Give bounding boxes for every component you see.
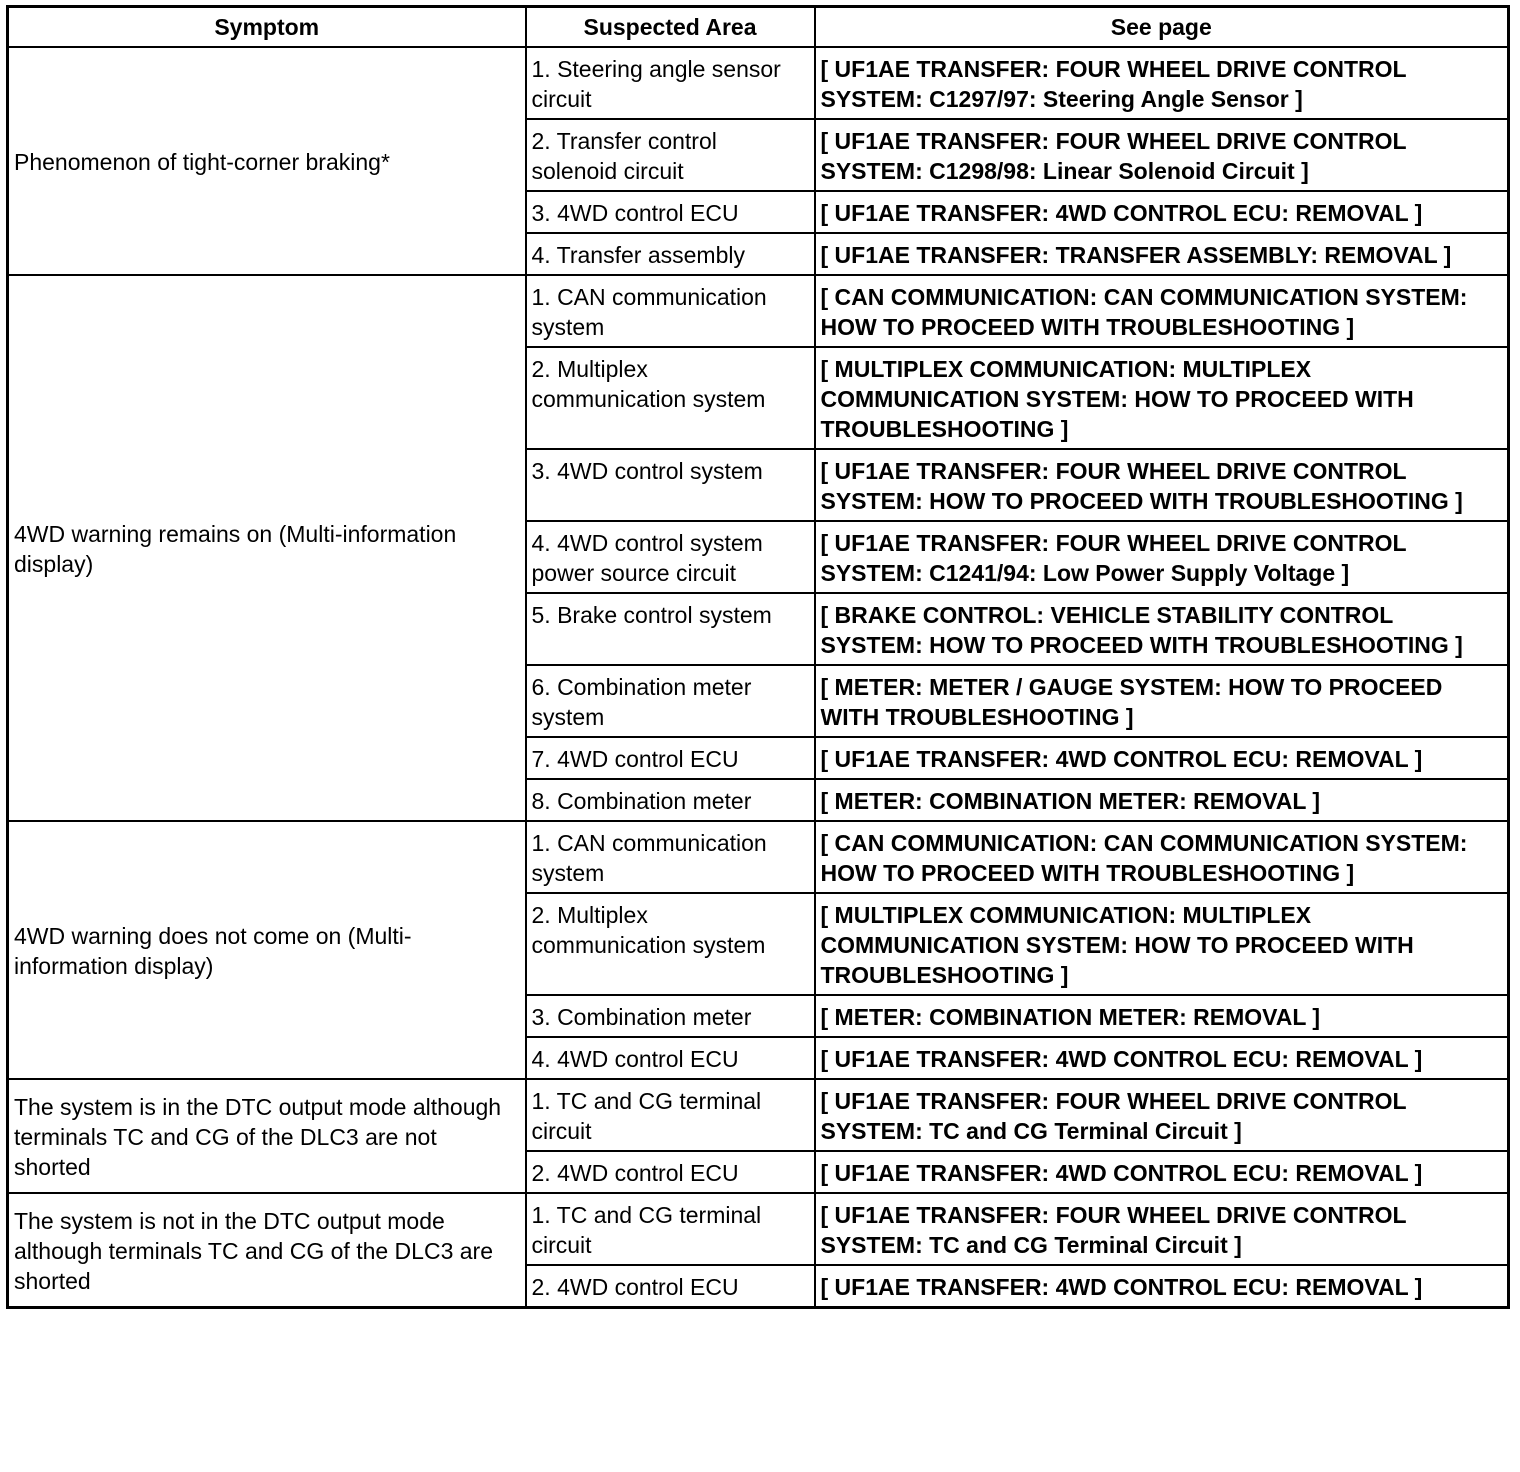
suspected-area-cell: 1. CAN communication system bbox=[526, 275, 815, 347]
suspected-area-cell: 2. Multiplex communication system bbox=[526, 893, 815, 995]
table-row bbox=[8, 1079, 1509, 1151]
suspected-area-cell: 5. Brake control system bbox=[526, 593, 815, 665]
header-suspected-area: Suspected Area bbox=[526, 7, 815, 48]
see-page-link[interactable]: [ UF1AE TRANSFER: 4WD CONTROL ECU: REMOVAL ] bbox=[815, 191, 1509, 233]
see-page-link[interactable]: [ UF1AE TRANSFER: FOUR WHEEL DRIVE CONTROL SYSTEM: C1297/97: Steering Angle Sensor ] bbox=[815, 47, 1509, 119]
see-page-link[interactable]: [ BRAKE CONTROL: VEHICLE STABILITY CONTROL SYSTEM: HOW TO PROCEED WITH TROUBLESHOOTING ] bbox=[815, 593, 1509, 665]
table-row bbox=[8, 821, 1509, 893]
header-see-page: See page bbox=[815, 7, 1509, 48]
suspected-area-cell: 8. Combination meter bbox=[526, 779, 815, 821]
suspected-area-cell: 2. Multiplex communication system bbox=[526, 347, 815, 449]
see-page-link[interactable]: [ UF1AE TRANSFER: FOUR WHEEL DRIVE CONTROL SYSTEM: TC and CG Terminal Circuit ] bbox=[815, 1079, 1509, 1151]
suspected-area-cell: 3. 4WD control ECU bbox=[526, 191, 815, 233]
suspected-area-cell: 2. 4WD control ECU bbox=[526, 1265, 815, 1308]
see-page-link[interactable]: [ CAN COMMUNICATION: CAN COMMUNICATION SYSTEM: HOW TO PROCEED WITH TROUBLESHOOTING ] bbox=[815, 821, 1509, 893]
see-page-link[interactable]: [ CAN COMMUNICATION: CAN COMMUNICATION SYSTEM: HOW TO PROCEED WITH TROUBLESHOOTING ] bbox=[815, 275, 1509, 347]
suspected-area-cell: 1. TC and CG terminal circuit bbox=[526, 1079, 815, 1151]
see-page-link[interactable]: [ MULTIPLEX COMMUNICATION: MULTIPLEX COMMUNICATION SYSTEM: HOW TO PROCEED WITH TROUBLESHOOTING ] bbox=[815, 893, 1509, 995]
see-page-link[interactable]: [ UF1AE TRANSFER: FOUR WHEEL DRIVE CONTROL SYSTEM: TC and CG Terminal Circuit ] bbox=[815, 1193, 1509, 1265]
see-page-link[interactable]: [ UF1AE TRANSFER: FOUR WHEEL DRIVE CONTROL SYSTEM: C1298/98: Linear Solenoid Circuit ] bbox=[815, 119, 1509, 191]
see-page-link[interactable]: [ METER: COMBINATION METER: REMOVAL ] bbox=[815, 995, 1509, 1037]
suspected-area-cell: 1. TC and CG terminal circuit bbox=[526, 1193, 815, 1265]
problem-symptoms-table bbox=[6, 5, 1510, 1309]
suspected-area-cell: 6. Combination meter system bbox=[526, 665, 815, 737]
table-row bbox=[8, 47, 1509, 119]
header-symptom: Symptom bbox=[8, 7, 526, 48]
see-page-link[interactable]: [ UF1AE TRANSFER: 4WD CONTROL ECU: REMOVAL ] bbox=[815, 1037, 1509, 1079]
header-row bbox=[8, 7, 1509, 48]
suspected-area-cell: 1. CAN communication system bbox=[526, 821, 815, 893]
suspected-area-cell: 4. 4WD control ECU bbox=[526, 1037, 815, 1079]
suspected-area-cell: 4. 4WD control system power source circuit bbox=[526, 521, 815, 593]
see-page-link[interactable]: [ UF1AE TRANSFER: FOUR WHEEL DRIVE CONTROL SYSTEM: C1241/94: Low Power Supply Voltage ] bbox=[815, 521, 1509, 593]
table-body bbox=[8, 47, 1509, 1308]
suspected-area-cell: 7. 4WD control ECU bbox=[526, 737, 815, 779]
symptom-cell: Phenomenon of tight-corner braking* bbox=[8, 47, 526, 275]
see-page-link[interactable]: [ UF1AE TRANSFER: 4WD CONTROL ECU: REMOVAL ] bbox=[815, 1265, 1509, 1308]
table-row bbox=[8, 1193, 1509, 1265]
see-page-link[interactable]: [ METER: METER / GAUGE SYSTEM: HOW TO PROCEED WITH TROUBLESHOOTING ] bbox=[815, 665, 1509, 737]
symptom-cell: The system is in the DTC output mode although terminals TC and CG of the DLC3 are not shorted bbox=[8, 1079, 526, 1193]
symptom-cell: The system is not in the DTC output mode although terminals TC and CG of the DLC3 are shorted bbox=[8, 1193, 526, 1308]
suspected-area-cell: 4. Transfer assembly bbox=[526, 233, 815, 275]
see-page-link[interactable]: [ UF1AE TRANSFER: TRANSFER ASSEMBLY: REMOVAL ] bbox=[815, 233, 1509, 275]
suspected-area-cell: 2. Transfer control solenoid circuit bbox=[526, 119, 815, 191]
troubleshooting-table-container bbox=[6, 5, 1507, 1309]
suspected-area-cell: 3. 4WD control system bbox=[526, 449, 815, 521]
symptom-cell: 4WD warning does not come on (Multi-information display) bbox=[8, 821, 526, 1079]
see-page-link[interactable]: [ MULTIPLEX COMMUNICATION: MULTIPLEX COMMUNICATION SYSTEM: HOW TO PROCEED WITH TROUBLESHOOTING ] bbox=[815, 347, 1509, 449]
see-page-link[interactable]: [ UF1AE TRANSFER: 4WD CONTROL ECU: REMOVAL ] bbox=[815, 1151, 1509, 1193]
suspected-area-cell: 2. 4WD control ECU bbox=[526, 1151, 815, 1193]
symptom-cell: 4WD warning remains on (Multi-information display) bbox=[8, 275, 526, 821]
see-page-link[interactable]: [ UF1AE TRANSFER: FOUR WHEEL DRIVE CONTROL SYSTEM: HOW TO PROCEED WITH TROUBLESHOOTING ] bbox=[815, 449, 1509, 521]
suspected-area-cell: 3. Combination meter bbox=[526, 995, 815, 1037]
suspected-area-cell: 1. Steering angle sensor circuit bbox=[526, 47, 815, 119]
table-row bbox=[8, 275, 1509, 347]
see-page-link[interactable]: [ METER: COMBINATION METER: REMOVAL ] bbox=[815, 779, 1509, 821]
see-page-link[interactable]: [ UF1AE TRANSFER: 4WD CONTROL ECU: REMOVAL ] bbox=[815, 737, 1509, 779]
